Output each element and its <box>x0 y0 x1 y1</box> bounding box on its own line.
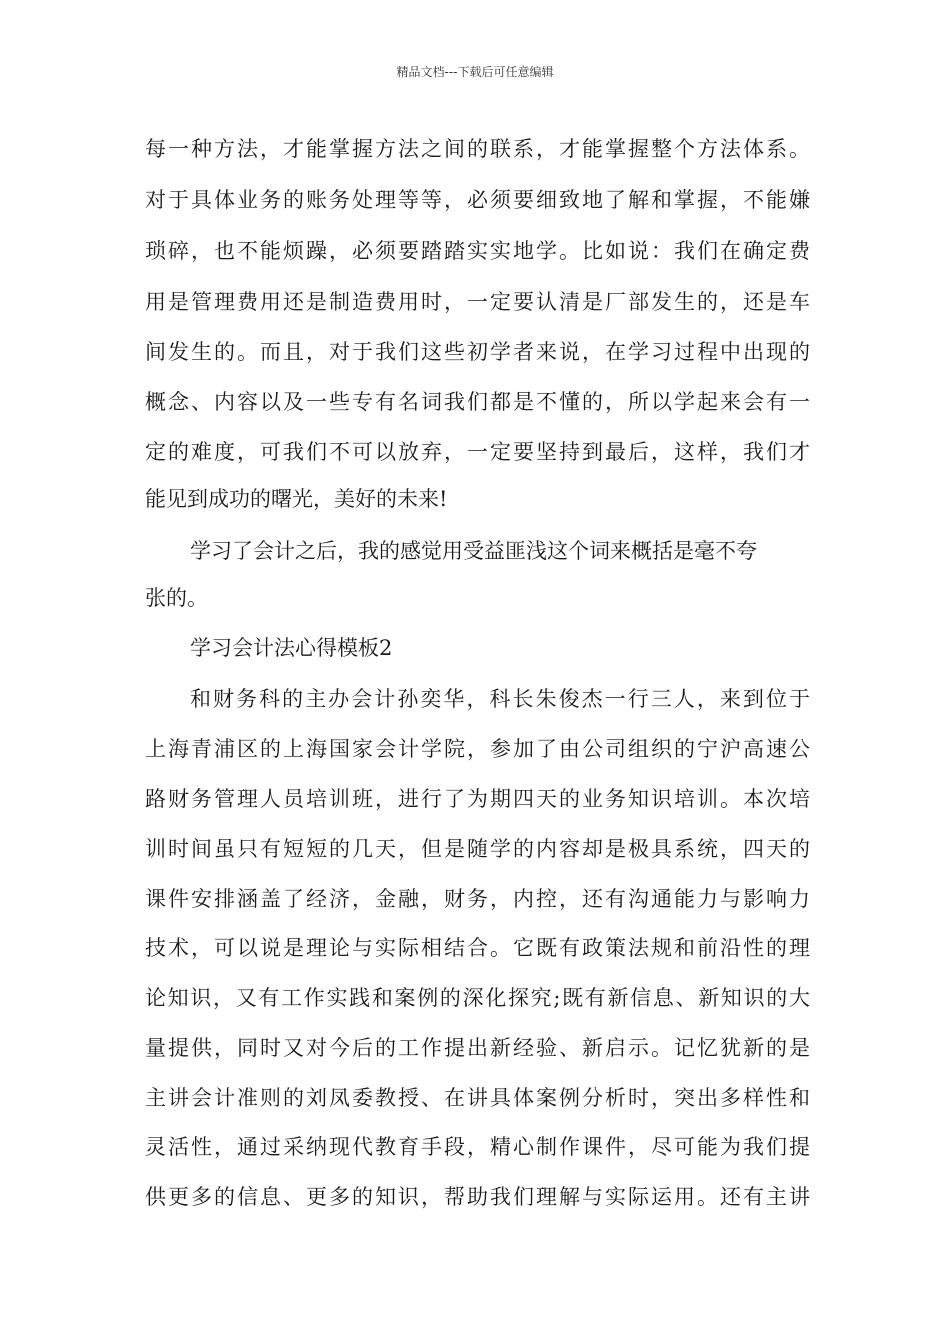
body-line: 课件安排涵盖了经济，金融，财务，内控，还有沟通能力与影响力 <box>145 887 810 911</box>
page-header: 精品文档---下载后可任意编辑 <box>396 65 554 79</box>
body-line: 技术，可以说是理论与实际相结合。它既有政策法规和前沿性的理 <box>145 936 810 960</box>
body-line: 路财务管理人员培训班，进行了为期四天的业务知识培训。本次培 <box>145 787 810 811</box>
body-line: 主讲会计准则的刘凤委教授、在讲具体案例分析时，突出多样性和 <box>145 1086 810 1110</box>
body-line: 论知识，又有工作实践和案例的深化探究;既有新信息、新知识的大 <box>145 986 810 1010</box>
body-line: 灵活性，通过采纳现代教育手段，精心制作课件，尽可能为我们提 <box>145 1135 810 1159</box>
body-line: 间发生的。而且，对于我们这些初学者来说，在学习过程中出现的 <box>145 340 810 364</box>
body-line: 量提供，同时又对今后的工作提出新经验、新启示。记忆犹新的是 <box>145 1036 810 1060</box>
body-line: 用是管理费用还是制造费用时，一定要认清是厂部发生的，还是车 <box>145 290 810 314</box>
body-line: 张的。 <box>145 586 208 610</box>
paragraph-first-line: 学习了会计之后，我的感觉用受益匪浅这个词来概括是毫不夸 <box>190 539 757 563</box>
section-heading: 学习会计法心得模板2 <box>190 636 393 660</box>
body-line: 供更多的信息、更多的知识，帮助我们理解与实际运用。还有主讲 <box>145 1185 810 1209</box>
body-line: 训时间虽只有短短的几天，但是随学的内容却是极具系统，四天的 <box>145 837 810 861</box>
body-line: 定的难度，可我们不可以放弃，一定要坚持到最后，这样，我们才 <box>145 440 810 464</box>
body-line: 概念、内容以及一些专有名词我们都是不懂的，所以学起来会有一 <box>145 390 810 414</box>
body-line: 每一种方法，才能掌握方法之间的联系，才能掌握整个方法体系。 <box>145 137 810 161</box>
body-line: 对于具体业务的账务处理等等，必须要细致地了解和掌握，不能嫌 <box>145 188 810 212</box>
body-line: 琐碎，也不能烦躁，必须要踏踏实实地学。比如说：我们在确定费 <box>145 239 810 263</box>
body-line: 上海青浦区的上海国家会计学院，参加了由公司组织的宁沪高速公 <box>145 737 810 761</box>
body-line: 能见到成功的曙光，美好的未来! <box>145 487 448 511</box>
paragraph-first-line: 和财务科的主办会计孙奕华，科长朱俊杰一行三人，来到位于 <box>190 687 810 711</box>
